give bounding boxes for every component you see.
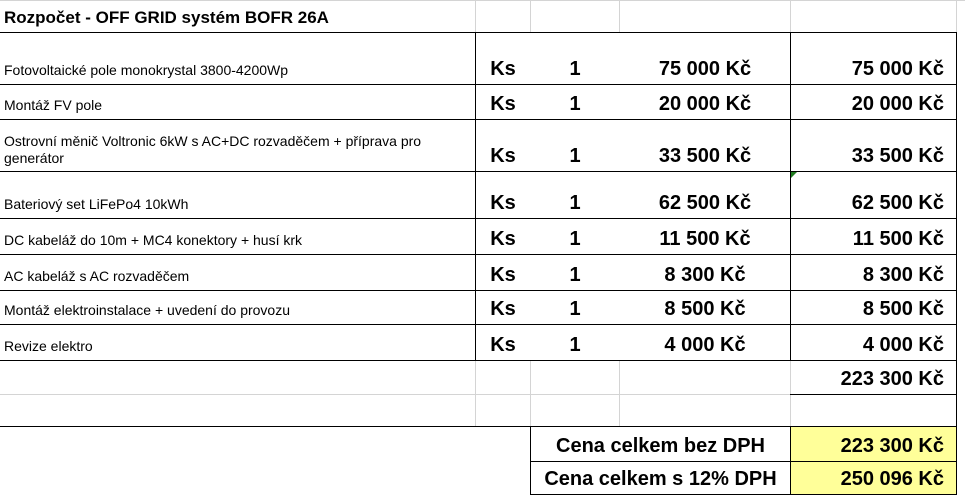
item-quantity: 1 (569, 192, 581, 214)
item-total: 11 500 Kč (852, 228, 944, 250)
item-quantity: 1 (569, 93, 581, 115)
item-description: Revize elektro (4, 338, 93, 354)
item-quantity: 1 (569, 58, 581, 80)
item-unit-price: 75 000 Kč (658, 58, 752, 80)
item-quantity: 1 (569, 334, 581, 356)
item-unit: Ks (490, 192, 516, 214)
item-total: 20 000 Kč (851, 93, 944, 115)
item-description: Montáž elektroinstalace + uvedení do provozu (4, 302, 291, 318)
total-without-vat-value: 223 300 Kč (791, 427, 956, 461)
item-quantity: 1 (569, 145, 581, 167)
item-unit-price: 8 300 Kč (664, 264, 746, 286)
item-unit-price: 62 500 Kč (658, 192, 752, 214)
total-without-vat-label: Cena celkem bez DPH (556, 435, 765, 457)
item-unit-price: 8 500 Kč (664, 298, 746, 320)
item-description: DC kabeláž do 10m + MC4 konektory + husí krk (4, 232, 303, 248)
item-total: 33 500 Kč (851, 145, 944, 167)
item-unit: Ks (490, 58, 516, 80)
sheet-title: Rozpočet - OFF GRID systém BOFR 26A (4, 8, 329, 27)
item-unit-price: 33 500 Kč (658, 145, 752, 167)
total-with-vat-label: Cena celkem s 12% DPH (544, 468, 777, 490)
item-description: Montáž FV pole (4, 97, 103, 113)
item-unit: Ks (490, 334, 516, 356)
item-unit-price: 4 000 Kč (664, 334, 746, 356)
item-total: 4 000 Kč (862, 334, 944, 356)
item-quantity: 1 (569, 264, 581, 286)
item-unit: Ks (490, 228, 516, 250)
item-unit-price: 20 000 Kč (658, 93, 752, 115)
item-description: Bateriový set LiFePo4 10kWh (4, 196, 189, 212)
item-description: Ostrovní měnič Voltronic 6kW s AC+DC rozvaděčem + příprava pro generátor (4, 133, 422, 166)
subtotal-value: 223 300 Kč (840, 368, 944, 390)
item-unit: Ks (490, 93, 516, 115)
item-unit: Ks (490, 264, 516, 286)
item-description: AC kabeláž s AC rozvaděčem (4, 268, 190, 284)
item-total: 62 500 Kč (851, 192, 944, 214)
item-total: 8 500 Kč (862, 298, 944, 320)
item-quantity: 1 (569, 228, 581, 250)
item-quantity: 1 (569, 298, 581, 320)
item-total: 8 300 Kč (862, 264, 944, 286)
item-total: 75 000 Kč (851, 58, 944, 80)
item-unit-price: 11 500 Kč (659, 228, 751, 250)
item-description: Fotovoltaické pole monokrystal 3800-4200Wp (4, 62, 289, 78)
item-unit: Ks (490, 298, 516, 320)
total-with-vat-value: 250 096 Kč (791, 462, 956, 494)
item-unit: Ks (490, 145, 516, 167)
